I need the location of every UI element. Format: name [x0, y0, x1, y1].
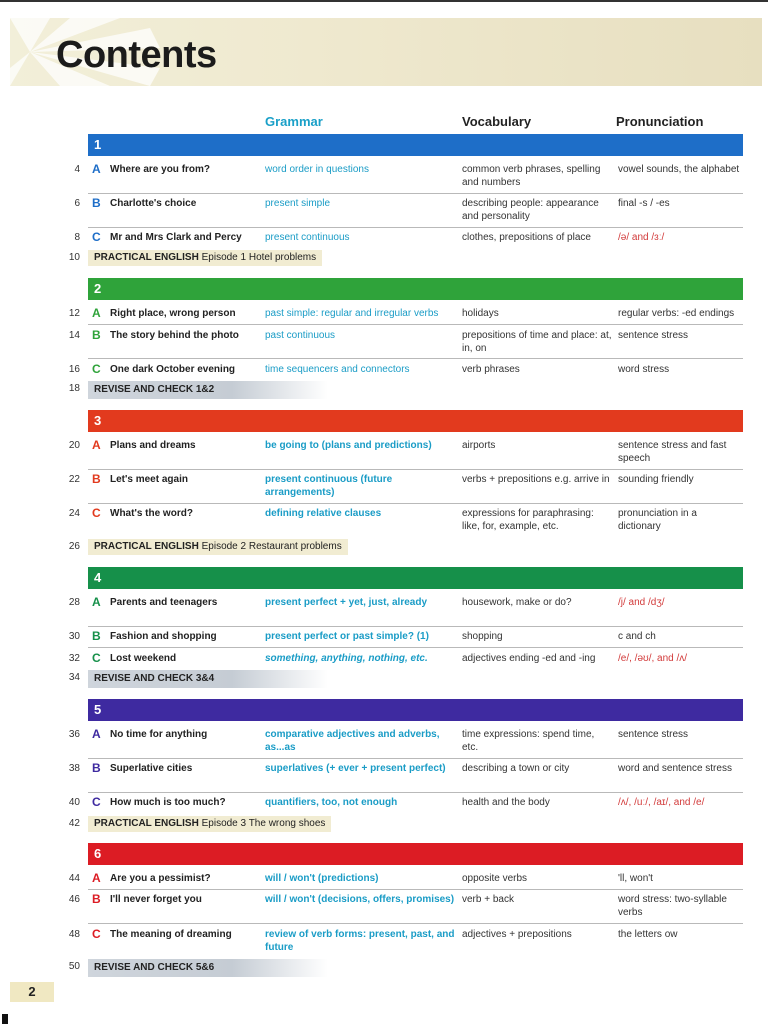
vocabulary-topic: clothes, prepositions of place [462, 232, 591, 243]
pronunciation-topic: word stress: two-syllable verbs [618, 894, 727, 918]
pronunciation-topic: c and ch [618, 631, 656, 642]
lesson-letter: A [92, 438, 101, 452]
page-number: 32 [68, 653, 80, 664]
page-number: 48 [68, 929, 80, 940]
vocabulary-topic: time expressions: spend time, etc. [462, 729, 595, 753]
grammar-topic: something, anything, nothing, etc. [265, 653, 428, 664]
vocabulary-topic: verb + back [462, 894, 514, 905]
lesson-title: One dark October evening [110, 364, 236, 375]
lesson-letter: C [92, 362, 101, 376]
row-divider [88, 923, 743, 924]
pronunciation-topic: 'll, won't [618, 873, 653, 884]
lesson-letter: B [92, 629, 101, 643]
unit-5-bar[interactable] [88, 699, 743, 721]
revise-check-box: REVISE AND CHECK 3&4 [88, 670, 328, 688]
unit-number: 4 [94, 570, 102, 585]
lesson-title: I'll never forget you [110, 894, 202, 905]
pronunciation-topic: regular verbs: -ed endings [618, 308, 735, 319]
row-divider [88, 503, 743, 504]
practical-english-box: PRACTICAL ENGLISH Episode 1 Hotel problems [88, 250, 322, 266]
lesson-title: Right place, wrong person [110, 308, 236, 319]
pronunciation-topic: sentence stress [618, 330, 689, 341]
grammar-topic: superlatives (+ ever + present perfect) [265, 763, 446, 774]
grammar-topic: defining relative clauses [265, 508, 382, 519]
grammar-topic: comparative adjectives and adverbs, as...as [265, 729, 440, 753]
grammar-topic: will / won't (decisions, offers, promises) [265, 894, 455, 905]
lesson-letter: A [92, 871, 101, 885]
lesson-title: Plans and dreams [110, 440, 196, 451]
grammar-topic: present perfect or past simple? (1) [265, 631, 429, 642]
page-title: Contents [56, 34, 217, 76]
vocabulary-topic: adjectives + prepositions [462, 929, 572, 940]
unit-number: 3 [94, 413, 102, 428]
row-divider [88, 792, 743, 793]
footer-page-number: 2 [10, 982, 54, 1002]
contents-banner [10, 18, 762, 86]
grammar-column-header: Grammar [265, 114, 323, 129]
row-divider [88, 227, 743, 228]
page-number: 40 [68, 797, 80, 808]
row-divider [88, 193, 743, 194]
lesson-title: The meaning of dreaming [110, 929, 232, 940]
page-number: 8 [74, 232, 80, 243]
page-number: 36 [68, 729, 80, 740]
pronunciation-topic: sentence stress and fast speech [618, 440, 727, 464]
lesson-letter: C [92, 927, 101, 941]
unit-3-bar[interactable] [88, 410, 743, 432]
row-divider [88, 358, 743, 359]
lesson-letter: B [92, 761, 101, 775]
page-number: 18 [68, 383, 80, 394]
vocabulary-topic: opposite verbs [462, 873, 528, 884]
vocabulary-topic: housework, make or do? [462, 597, 572, 608]
lesson-letter: C [92, 230, 101, 244]
row-divider [88, 324, 743, 325]
page-number: 34 [68, 672, 80, 683]
page-number: 42 [68, 818, 80, 829]
lesson-letter: C [92, 506, 101, 520]
top-rule [0, 0, 768, 2]
vocabulary-topic: health and the body [462, 797, 550, 808]
vocabulary-topic: verb phrases [462, 364, 520, 375]
lesson-title: How much is too much? [110, 797, 226, 808]
page-number: 12 [68, 308, 80, 319]
lesson-title: Parents and teenagers [110, 597, 218, 608]
unit-4-bar[interactable] [88, 567, 743, 589]
grammar-topic: word order in questions [265, 164, 369, 175]
page-number: 16 [68, 364, 80, 375]
grammar-topic: past continuous [265, 330, 336, 341]
lesson-letter: B [92, 892, 101, 906]
practical-english-box: PRACTICAL ENGLISH Episode 2 Restaurant problems [88, 539, 348, 555]
lesson-title: Let's meet again [110, 474, 188, 485]
row-divider [88, 626, 743, 627]
revise-check-box: REVISE AND CHECK 5&6 [88, 959, 328, 977]
revise-check-box: REVISE AND CHECK 1&2 [88, 381, 328, 399]
lesson-title: The story behind the photo [110, 330, 239, 341]
lesson-title: Charlotte's choice [110, 198, 197, 209]
pronunciation-topic: final -s / -es [618, 198, 670, 209]
lesson-letter: B [92, 472, 101, 486]
row-divider [88, 469, 743, 470]
grammar-topic: present perfect + yet, just, already [265, 597, 428, 608]
page-number: 22 [68, 474, 80, 485]
lesson-title: Superlative cities [110, 763, 193, 774]
row-divider [88, 647, 743, 648]
lesson-letter: A [92, 162, 101, 176]
pronunciation-topic: word stress [618, 364, 670, 375]
vocabulary-topic: adjectives ending -ed and -ing [462, 653, 596, 664]
pronunciation-topic: /e/, /əʊ/, and /ʌ/ [618, 653, 688, 664]
vocabulary-topic: describing people: appearance and personality [462, 198, 599, 222]
lesson-letter: A [92, 306, 101, 320]
unit-number: 5 [94, 702, 102, 717]
practical-english-box: PRACTICAL ENGLISH Episode 3 The wrong shoes [88, 816, 331, 832]
row-divider [88, 758, 743, 759]
unit-number: 1 [94, 137, 102, 152]
pronunciation-column-header: Pronunciation [616, 114, 704, 129]
grammar-topic: time sequencers and connectors [265, 364, 410, 375]
grammar-topic: review of verb forms: present, past, and future [265, 929, 455, 953]
page-number: 10 [68, 252, 80, 263]
lesson-title: What's the word? [110, 508, 193, 519]
lesson-letter: A [92, 727, 101, 741]
unit-number: 2 [94, 281, 102, 296]
pronunciation-topic: sounding friendly [618, 474, 694, 485]
grammar-topic: present simple [265, 198, 331, 209]
page-number: 6 [74, 198, 80, 209]
vocabulary-topic: prepositions of time and place: at, in, on [462, 330, 612, 354]
unit-6-bar[interactable] [88, 843, 743, 865]
vocabulary-topic: airports [462, 440, 496, 451]
pronunciation-topic: /ʌ/, /uː/, /aɪ/, and /e/ [618, 797, 705, 808]
row-divider [88, 889, 743, 890]
lesson-title: Are you a pessimist? [110, 873, 211, 884]
lesson-letter: C [92, 651, 101, 665]
lesson-letter: B [92, 196, 101, 210]
page-number: 20 [68, 440, 80, 451]
vocabulary-topic: describing a town or city [462, 763, 570, 774]
page-number: 28 [68, 597, 80, 608]
lesson-letter: B [92, 328, 101, 342]
page-number: 38 [68, 763, 80, 774]
grammar-topic: present continuous (future arrangements) [265, 474, 393, 498]
pronunciation-topic: vowel sounds, the alphabet [618, 164, 740, 175]
page-number: 4 [74, 164, 80, 175]
vocabulary-topic: shopping [462, 631, 503, 642]
unit-2-bar[interactable] [88, 278, 743, 300]
page-number: 46 [68, 894, 80, 905]
lesson-title: No time for anything [110, 729, 208, 740]
page-number: 44 [68, 873, 80, 884]
lesson-letter: C [92, 795, 101, 809]
grammar-topic: will / won't (predictions) [265, 873, 379, 884]
lesson-title: Where are you from? [110, 164, 211, 175]
pronunciation-topic: pronunciation in a dictionary [618, 508, 697, 532]
page-number: 50 [68, 961, 80, 972]
vocabulary-topic: verbs + prepositions e.g. arrive in [462, 474, 610, 485]
page-number: 24 [68, 508, 80, 519]
corner-mark [2, 1014, 8, 1024]
lesson-title: Lost weekend [110, 653, 177, 664]
pronunciation-topic: /j/ and /dʒ/ [618, 597, 665, 608]
page-number: 30 [68, 631, 80, 642]
grammar-topic: present continuous [265, 232, 350, 243]
pronunciation-topic: /ə/ and /ɜː/ [618, 232, 665, 243]
lesson-title: Mr and Mrs Clark and Percy [110, 232, 242, 243]
vocabulary-column-header: Vocabulary [462, 114, 532, 129]
unit-number: 6 [94, 846, 102, 861]
grammar-topic: be going to (plans and predictions) [265, 440, 432, 451]
grammar-topic: past simple: regular and irregular verbs [265, 308, 439, 319]
vocabulary-topic: common verb phrases, spelling and numbers [462, 164, 601, 188]
page-number: 14 [68, 330, 80, 341]
grammar-topic: quantifiers, too, not enough [265, 797, 398, 808]
pronunciation-topic: sentence stress [618, 729, 689, 740]
pronunciation-topic: word and sentence stress [618, 763, 732, 774]
lesson-letter: A [92, 595, 101, 609]
vocabulary-topic: holidays [462, 308, 499, 319]
vocabulary-topic: expressions for paraphrasing: like, for, example, etc. [462, 508, 594, 532]
unit-1-bar[interactable] [88, 134, 743, 156]
pronunciation-topic: the letters ow [618, 929, 678, 940]
lesson-title: Fashion and shopping [110, 631, 217, 642]
page-number: 26 [68, 541, 80, 552]
